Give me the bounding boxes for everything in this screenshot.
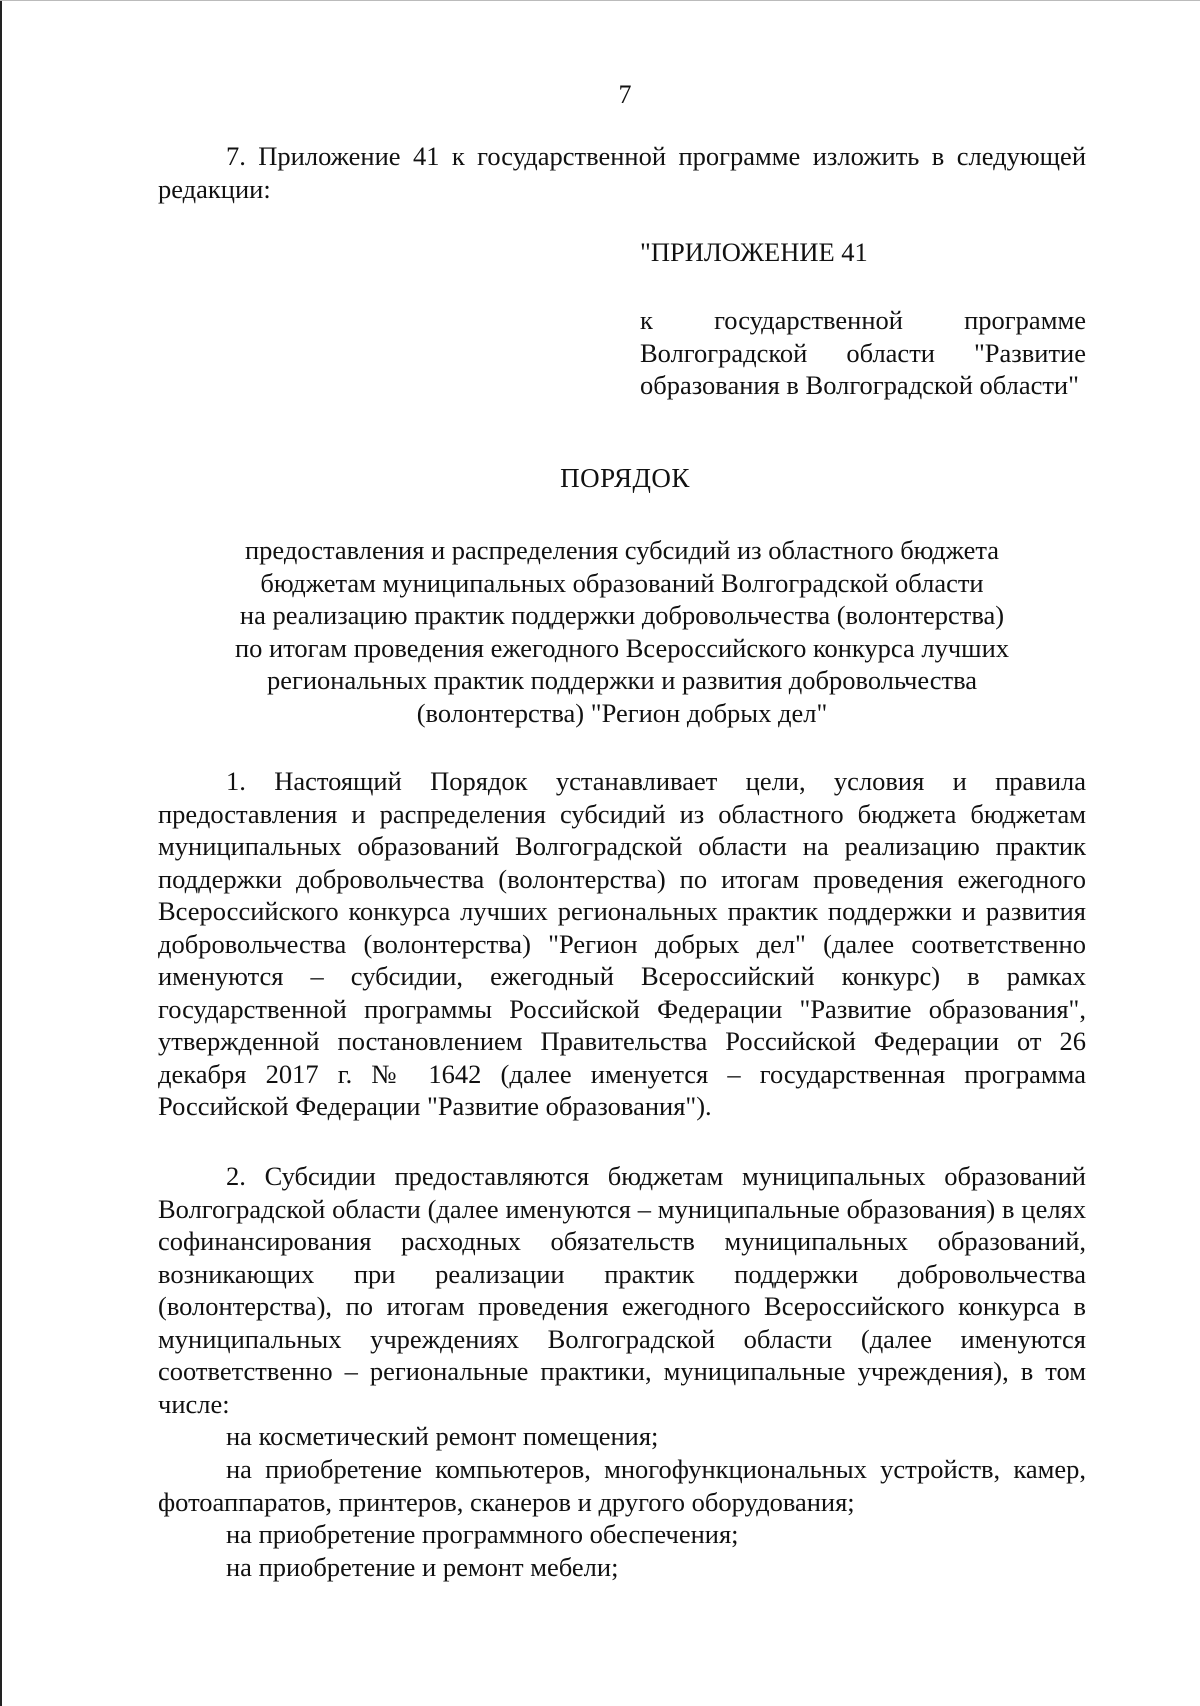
paragraph-1: 1. Настоящий Порядок устанавливает цели, условия и правила предоставления и распределения субсидий из областного бюджета бюджетам муниципальных образований Волгоградской области на реализацию практик поддержки добровольчества (волонтерства) по итогам проведения ежегодного Всероссийского конкурса лучших региональных практик поддержки и развития добровольчества (волонтерства) "Регион добрых дел" (далее соответственно именуются – субсидии, ежегодный Всероссийский конкурс) в рамках государственной программы Российской Федерации "Развитие образования", утвержденной постановлением Правительства Российской Федерации от 26 декабря 2017 г. № 1642 (далее именуется – государственная программа Российской Федерации "Развитие образования"). (158, 766, 1086, 1121)
subtitle-line: региональных практик поддержки и развития добровольчества (266, 665, 978, 695)
list-item: на приобретение и ремонт мебели; (226, 1552, 619, 1582)
page-left-edge (0, 0, 2, 1706)
appendix-title: "ПРИЛОЖЕНИЕ 41 (640, 237, 868, 267)
list-item: на приобретение программного обеспечения; (226, 1519, 739, 1549)
subtitle-line: предоставления и распределения субсидий из областного бюджета (244, 535, 1000, 565)
subtitle-line: по итогам проведения ежегодного Всероссийского конкурса лучших (234, 632, 1010, 663)
subtitle-line: на реализацию практик поддержки добровольчества (волонтерства) (239, 600, 1005, 630)
page-number: 7 (618, 80, 632, 109)
list-item: на приобретение компьютеров, многофункциональных устройств, камер, фотоаппаратов, принтеров, сканеров и другого оборудования; (158, 1454, 1086, 1517)
page-top-edge (0, 0, 1200, 1)
document-title: ПОРЯДОК (560, 463, 690, 493)
intro-paragraph: 7. Приложение 41 к государственной программе изложить в следующей редакции: (158, 141, 1086, 204)
list-item: на косметический ремонт помещения; (226, 1421, 659, 1451)
subtitle-line: бюджетам муниципальных образований Волгоградской области (260, 567, 984, 598)
document-subtitle (158, 534, 1086, 729)
paragraph-2: 2. Субсидии предоставляются бюджетам муниципальных образований Волгоградской области (далее именуются – муниципальные образования) в целях софинансирования расходных обязательств муниципальных образований, возникающих при реализации практик поддержки добровольчества (волонтерства), по итогам проведения ежегодного Всероссийского конкурса в муниципальных учреждениях Волгоградской области (далее именуются соответственно – региональные практики, муниципальные учреждения), в том числе: (158, 1161, 1086, 1419)
subtitle-line: (волонтерства) "Регион добрых дел" (416, 697, 828, 728)
appendix-subtitle: к государственной программе Волгоградской области "Развитие образования в Волгоградской области" (640, 305, 1086, 400)
